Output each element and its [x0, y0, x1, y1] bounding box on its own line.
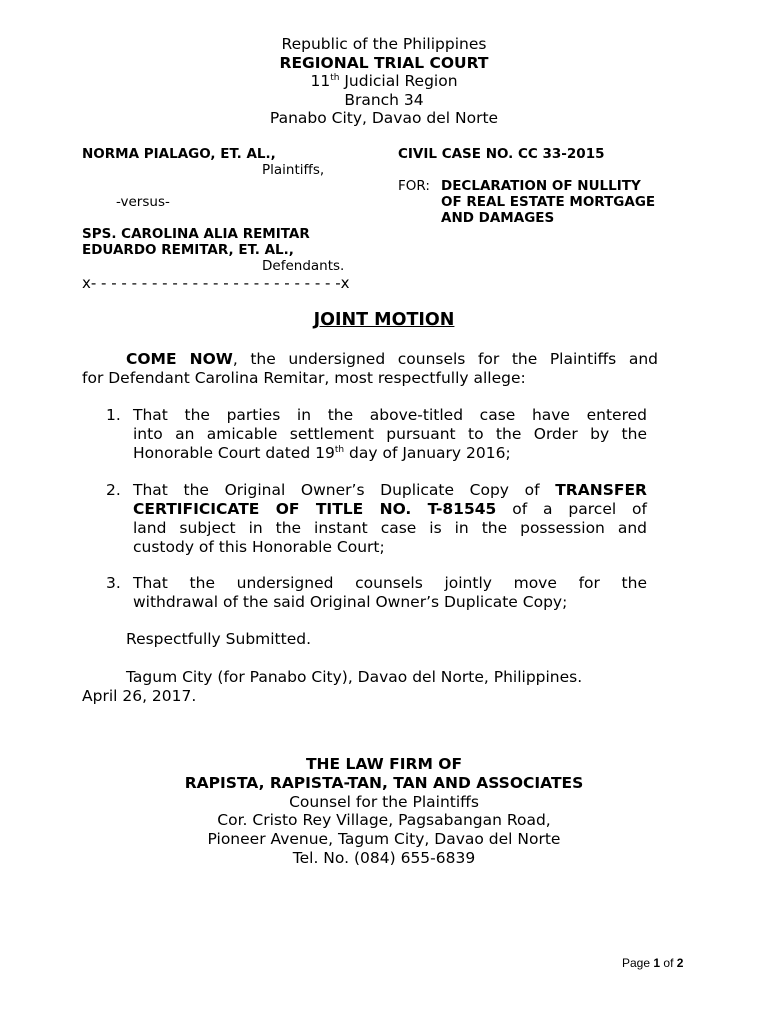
case-nature-line-1: DECLARATION OF NULLITY — [441, 178, 641, 194]
case-number: CIVIL CASE NO. CC 33-2015 — [398, 146, 605, 162]
list-item-line: That the parties in the above-titled case have entered — [133, 406, 647, 424]
for-label: FOR: — [398, 178, 430, 194]
header-region: 11th Judicial Region — [310, 72, 458, 90]
header-location: Panabo City, Davao del Norte — [269, 109, 499, 127]
plaintiff-name: NORMA PIALAGO, ET. AL., — [82, 146, 276, 162]
firm-address-2: Pioneer Avenue, Tagum City, Davao del Norte — [207, 830, 561, 849]
firm-address-1: Cor. Cristo Rey Village, Pagsabangan Road, — [217, 811, 551, 830]
case-nature-line-2: OF REAL ESTATE MORTGAGE — [441, 194, 656, 210]
place-text: Tagum City (for Panabo City), Davao del Norte, Philippines. — [126, 668, 583, 686]
list-item-number: 2. — [106, 481, 121, 499]
header-court-name: REGIONAL TRIAL COURT — [279, 53, 489, 72]
list-item-line: into an amicable settlement pursuant to the Order by the — [133, 425, 647, 443]
page-number: Page 1 of 2 — [622, 956, 684, 970]
caption-separator: x- - - - - - - - - - - - - - - - - - - - - - - - -x — [82, 274, 350, 292]
list-item-line: That the undersigned counsels jointly move for the — [133, 574, 647, 592]
list-item-number: 1. — [106, 406, 121, 424]
list-item-number: 3. — [106, 574, 121, 592]
list-item-line: CERTIFICICATE OF TITLE NO. T-81545 of a parcel of — [133, 500, 647, 518]
versus-label: -versus- — [116, 194, 170, 210]
document-title: JOINT MOTION — [313, 310, 455, 330]
list-item — [106, 574, 647, 612]
defendant-role: Defendants. — [262, 258, 345, 274]
date-text: April 26, 2017. — [82, 687, 197, 705]
list-item-line: land subject in the instant case is in the possession and — [133, 519, 647, 537]
case-nature-line-3: AND DAMAGES — [441, 210, 555, 226]
list-item-line: That the Original Owner’s Duplicate Copy of TRANSFER — [133, 481, 647, 499]
firm-name: RAPISTA, RAPISTA-TAN, TAN AND ASSOCIATES — [184, 773, 584, 792]
court-header — [0, 35, 768, 128]
intro-line-1: COME NOW, the undersigned counsels for the Plaintiffs and — [126, 350, 658, 368]
header-branch: Branch 34 — [344, 90, 424, 109]
firm-role: Counsel for the Plaintiffs — [289, 792, 479, 811]
firm-line-1: THE LAW FIRM OF — [305, 755, 463, 773]
law-firm-block — [0, 755, 768, 868]
list-item — [106, 481, 647, 557]
header-republic: Republic of the Philippines — [281, 35, 487, 53]
list-item-line: withdrawal of the said Original Owner’s Duplicate Copy; — [133, 593, 568, 611]
list-item-line: Honorable Court dated 19th day of January 2016; — [133, 444, 511, 462]
intro-line-2: for Defendant Carolina Remitar, most respectfully allege: — [82, 369, 526, 387]
closing-text: Respectfully Submitted. — [126, 630, 312, 648]
defendant-name-2: EDUARDO REMITAR, ET. AL., — [82, 242, 294, 258]
list-item — [106, 406, 647, 463]
firm-telephone: Tel. No. (084) 655-6839 — [292, 848, 476, 867]
list-item-line: custody of this Honorable Court; — [133, 538, 385, 556]
defendant-name-1: SPS. CAROLINA ALIA REMITAR — [82, 226, 310, 242]
plaintiff-role: Plaintiffs, — [262, 162, 325, 178]
intro-paragraph — [82, 350, 658, 388]
